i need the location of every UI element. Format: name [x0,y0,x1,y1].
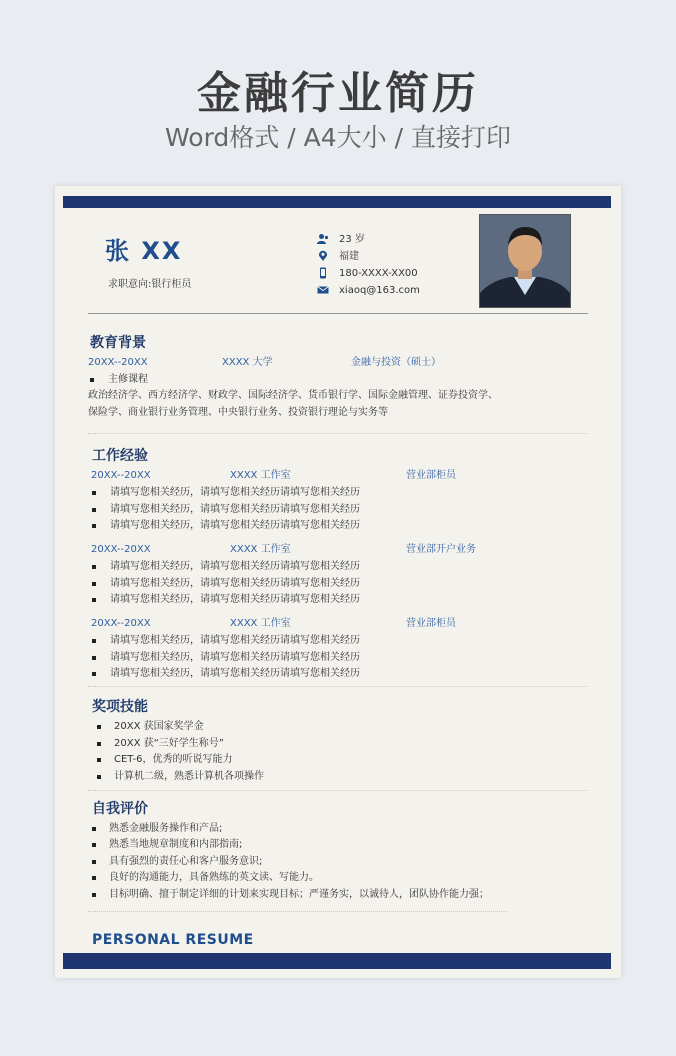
section-divider [88,686,588,687]
courses-line-1: 政治经济学、西方经济学、财政学、国际经济学、货币银行学、国际金融管理、证券投资学、 [88,390,498,401]
profile-photo [479,214,571,308]
education-row [88,356,588,370]
top-bar [63,196,611,208]
job-company: XXXX 工作室 [230,618,291,629]
phone-row [317,267,418,281]
footer-title: PERSONAL RESUME [92,932,254,948]
job-position: 营业部开户业务 [406,544,476,555]
courses-line-2: 保险学、商业银行业务管理、中央银行业务、投资银行理论与实务等 [88,407,388,418]
location-row [317,250,359,264]
job-date: 20XX--20XX [91,470,151,481]
location-pin-icon [317,250,329,262]
awards-title: 奖项技能 [92,699,148,715]
age-text: 23 岁 [339,234,365,245]
section-divider [88,790,588,791]
work-title: 工作经验 [92,448,148,464]
email-text: xiaoq@163.com [339,285,420,296]
job-row [91,617,571,631]
header-divider [88,313,588,314]
mail-icon [317,284,329,296]
job-company: XXXX 工作室 [230,470,291,481]
job-company: XXXX 工作室 [230,544,291,555]
job-intent: 求职意向:银行柜员 [108,279,192,290]
job-position: 营业部柜员 [406,618,456,629]
banner-title: 金融行业简历 [197,68,479,119]
candidate-name: 张 XX [105,237,183,265]
phone-icon [317,267,329,279]
self-eval-title: 自我评价 [92,801,148,817]
phone-text: 180-XXXX-XX00 [339,268,418,279]
resume-page: 张 XX 求职意向:银行柜员 23 岁 福建 180-XXXX-XX00 xiaoq@163.com 教育背景 20XX--20XX XXXX 大学 金融与投资（硕士） 主修课程 政治经济学、西方经济学、财政学、国际经济学、货币银行学、国际金融管理、证券投资学、 保险学、商业银行业务管理、中央银行业务、投资银行理论与实务等 工作经验 20XX--20XX XXXX 工作室 营业部柜员 请填写您相关经历，请填写您相关经历请填写您相关经历 请填写您相关经历，请填写您相关经历请填写您相关经历 请填写您相关经历，请填写您相关经历请填写您相关经历 20XX--20XX XXXX 工作室 营业部开户业务 请填写您相关经历，请填写您相关经历请填写您相关经历 请填写您相关经历，请填写您相关经历请填写您相关经历 请填写您相关经历，请填写您相关经历请填写您相关经历 20XX--20XX XXXX 工作室 营业部柜员 请填写您相关经历，请填写您相关经历请填写您相关经历 请填写您相关经历，请填写您相关经历请填写您相关经历 请填写您相关经历，请填写您相关经历请填写您相关经历 奖项技能 20XX 获国家奖学金 20XX 获“三好学生称号” CET-6，优秀的听说写能力 计算机二级，熟悉计算机各项操作 自我评价 熟悉金融服务操作和产品; 熟悉当地规章制度和内部指南; 具有强烈的责任心和客户服务意识; 良好的沟通能力，具备熟练的英文读、写能力。 目标明确、擅于制定详细的计划来实现目标；严谨务实，以诚待人，团队协作能力强； PERSONAL RESUME [55,186,621,978]
age-row [317,233,365,247]
location-text: 福建 [339,251,359,262]
person-icon [317,233,329,245]
bottom-bar [63,953,611,969]
education-title: 教育背景 [90,335,146,351]
job-row [91,543,571,557]
job-date: 20XX--20XX [91,544,151,555]
banner-subtitle: Word格式 / A4大小 / 直接打印 [165,123,511,152]
education-date: 20XX--20XX [88,357,148,368]
job-row [91,469,571,483]
job-date: 20XX--20XX [91,618,151,629]
education-major: 金融与投资（硕士） [351,357,441,368]
section-divider [88,911,508,912]
education-school: XXXX 大学 [222,357,273,368]
section-divider [88,433,588,434]
job-position: 营业部柜员 [406,470,456,481]
email-row [317,284,420,298]
